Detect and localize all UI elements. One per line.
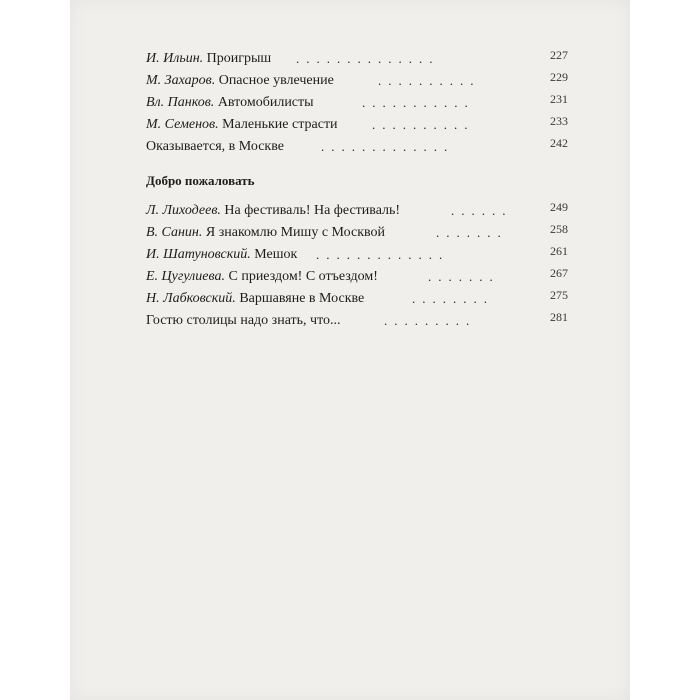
toc-page-number: 242 [550,136,568,150]
toc-leader: ............. [316,247,450,262]
toc-page-number: 275 [550,288,568,302]
toc-title: Маленькие страсти [222,117,338,132]
toc-page-number: 267 [550,266,568,280]
toc-leader: .......... [378,73,481,88]
toc-leader: ......... [384,313,477,328]
toc-author: М. Захаров. [146,73,216,88]
section-heading: Добро пожаловать [146,173,255,188]
toc-author: Вл. Панков. [146,95,215,110]
toc-author: Н. Лабковский. [146,291,236,306]
toc-leader: .......... [372,117,475,132]
toc-page-number: 258 [550,222,568,236]
toc-author: М. Семенов. [146,117,219,132]
toc-leader: ........ [412,291,494,306]
toc-title: На фестиваль! На фестиваль! [224,203,401,218]
toc-title: Проигрыш [206,51,272,66]
toc-author: Е. Цугулиева. [146,269,225,284]
toc-leader: .............. [296,51,440,66]
toc-title: Варшавяне в Москве [239,291,365,306]
book-page [70,0,630,700]
toc-author: Л. Лиходеев. [146,203,221,218]
toc-entry [146,136,654,158]
toc-page-number: 231 [550,92,568,106]
toc-title: Я знакомлю Мишу с Москвой [205,225,385,240]
toc-leader: ............. [321,139,455,154]
toc-leader: ........... [362,95,475,110]
toc-page-number: 227 [550,48,568,62]
toc-title: Опасное увлечение [218,73,334,88]
toc-page-number: 233 [550,114,568,128]
toc-page-number: 261 [550,244,568,258]
toc-entry [146,310,654,332]
toc-leader: ....... [428,269,500,284]
toc-title: Оказывается, в Москве [146,139,284,154]
toc-title: С приездом! С отъездом! [228,269,378,284]
toc-title: Мешок [254,247,298,262]
toc-leader: ....... [436,225,508,240]
toc-title: Гостю столицы надо знать, что... [146,313,341,328]
toc-author: И. Шатуновский. [146,247,251,262]
toc-page-number: 249 [550,200,568,214]
toc-page-number: 281 [550,310,568,324]
table-of-contents [146,48,654,332]
toc-author: В. Санин. [146,225,203,240]
toc-title: Автомобилисты [217,95,314,110]
toc-leader: ...... [451,203,513,218]
toc-page-number: 229 [550,70,568,84]
toc-author: И. Ильин. [146,51,204,66]
